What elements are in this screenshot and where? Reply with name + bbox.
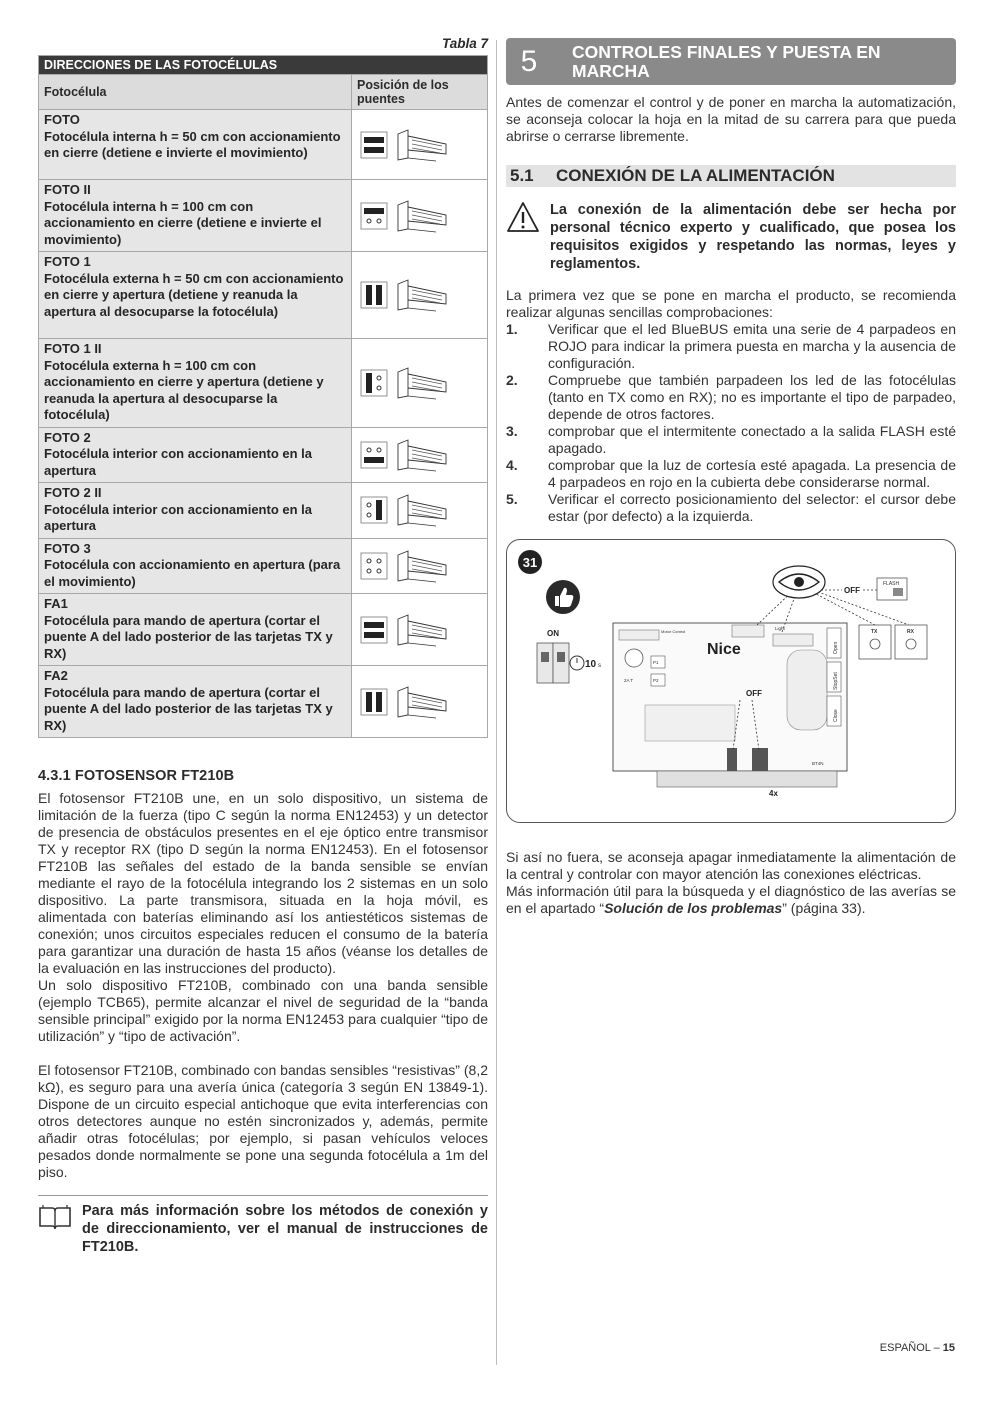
photocell-cell [39,180,352,252]
check-item [506,423,956,457]
jumper-position-cell [352,666,488,738]
photocell-description: Fotocélula interna h = 50 cm con accionamiento en cierre (detiene e invierte el movimiento) [44,128,341,160]
blink-count: 4x [769,789,778,798]
check-text: comprobar que la luz de cortesía esté apagada. La presencia de 4 parpadeos en rojo en la cubierta debe considerarse normal. [548,457,956,490]
book-icon [38,1204,72,1230]
circuit-breaker [537,643,569,683]
jumper-two-vertical-icon [360,281,388,309]
table-row [39,252,488,339]
figure-number: 31 [522,555,538,570]
table-row [39,339,488,428]
on-label: ON [547,629,559,638]
photocell-cell [39,427,352,483]
stopset-button-label: StopSet [833,672,839,690]
table-row [39,538,488,594]
table-row [39,594,488,666]
tx-label: TX [871,629,878,635]
table-title: DIRECCIONES DE LAS FOTOCÉLULAS [39,56,488,75]
photocell-name: FOTO 1 [44,254,91,269]
jumper-right-vertical-icon [360,496,388,524]
jumper-position-cell [352,339,488,428]
timer-unit: s [598,663,601,669]
jumper-bottom-horizontal-icon [360,441,388,469]
jumper-left-vertical-icon [360,369,388,397]
photocell-board-icon [396,128,450,162]
brand-logo: Nice [707,641,741,658]
table-caption: Tabla 7 [441,36,488,51]
off-label-flash: OFF [844,586,860,595]
photocell-cell [39,483,352,539]
selector-knob [625,649,643,667]
check-item [506,321,956,372]
check-item [506,457,956,491]
photocell-board-icon [396,199,450,233]
timer-icon [570,656,584,670]
troubleshooting-link[interactable]: Solución de los problemas [604,900,783,916]
photocell-description: Fotocélula para mando de apertura (cortar el puente A del lado posterior de las tarjetas TX y RX) [44,684,333,733]
check-item [506,372,956,423]
photocell-board-icon [396,549,450,583]
thumbs-up-icon [546,580,580,614]
subsection-title: CONEXIÓN DE LA ALIMENTACIÓN [556,166,835,185]
photocell-cell [39,666,352,738]
photocell-name: FOTO 2 II [44,485,102,500]
checks-list [506,321,956,525]
p1-label: P1 [653,660,659,665]
photocell-name: FOTO 2 [44,429,91,445]
jumper-position-cell [352,180,488,252]
check-number: 2. [506,372,518,388]
photocell-address-table [38,55,488,738]
footer-language: ESPAÑOL – [879,1342,940,1354]
after-paragraph-2 [506,883,956,917]
motor-control-label: Motor Control [661,629,686,634]
model-label: BT4N [812,761,824,766]
timer-value: 10 [585,659,597,670]
jumper-none-icon [360,552,388,580]
jumper-position-cell [352,483,488,539]
photocell-cell [39,339,352,428]
jumper-position-cell [352,538,488,594]
check-text: Verificar el correcto posicionamiento del selector: el cursor debe estar (por defecto) a la izquierda. [548,491,956,524]
control-unit-illustration [507,540,955,822]
photocell-name: FOTO 1 II [44,341,102,356]
jumper-two-vertical-icon [360,688,388,716]
photocell-name: FA2 [44,668,68,683]
section-number: 5 [520,44,538,78]
table-row [39,110,488,180]
p2-label: P2 [653,678,659,683]
check-text: Compruebe que también parpadeen los led de las fotocélulas (tanto en TX como en RX); no es importante el tipo de parpadeo, depende de otros factores. [548,372,956,422]
note-text: Para más información sobre los métodos de conexión y de direccionamiento, ver el manual de instrucciones de FT210B. [82,1203,488,1255]
eye-icon [773,566,825,598]
photocell-board-icon [396,613,450,647]
subsection-5-1-header [506,165,956,187]
figure-31 [506,539,956,823]
after-text-post: ” (página 33). [782,900,866,916]
table-row [39,483,488,539]
photocell-name: FA1 [44,596,68,611]
light-label: Light [775,626,785,631]
jumper-position-cell [352,594,488,666]
photocell-description: Fotocélula con accionamiento en apertura (para el movimiento) [44,557,341,589]
ft210b-heading: 4.3.1 FOTOSENSOR FT210B [38,768,235,784]
jumper-top-horizontal-icon [360,202,388,230]
check-number: 5. [506,491,518,507]
check-number: 4. [506,457,518,473]
photocell-name: FOTO [44,112,80,127]
checks-lead: La primera vez que se pone en marcha el producto, se recomienda realizar algunas sencillas comprobaciones: [506,287,956,320]
capacitor [787,650,827,730]
left-column [38,36,488,1256]
photocell-cell [39,252,352,339]
column-divider [496,40,497,1365]
jumper-two-horizontal-icon [360,616,388,644]
flash-label: FLASH [883,581,900,587]
photocell-description: Fotocélula interior con accionamiento en la apertura [44,501,312,533]
photocell-cell [39,110,352,180]
check-text: comprobar que el intermitente conectado a la salida FLASH esté apagado. [548,423,956,456]
table-row [39,427,488,483]
column-header-position: Posición de los puentes [352,75,488,110]
photocell-cell [39,538,352,594]
subsection-number: 5.1 [510,166,534,185]
photocell-description: Fotocélula externa h = 100 cm con accionamiento en cierre y apertura (detiene y reanuda la apertura al desocuparse la fotocélula) [44,357,324,422]
ft210b-paragraph-3: El fotosensor FT210B, combinado con bandas sensibles “resistivas” (8,2 kΩ), es seguro para una avería única (categoría 3 según EN 13849-1). Dispone de un circuito especial antichoque que evita interferencias con otros detectores aunque no estén sincronizados y, además, permite añadir otras fotocélulas; por ejemplo, si pasan vehículos veloces pesados donde normalmente se pone una segunda fotocélula a 1m del piso. [38,1062,488,1180]
photocell-description: Fotocélula para mando de apertura (cortar el puente A del lado posterior de las tarjetas TX y RX) [44,612,333,661]
off-label-board: OFF [746,689,762,698]
photocell-name: FOTO II [44,182,91,197]
section-title: CONTROLES FINALES Y PUESTA EN MARCHA [572,41,881,81]
photocell-board-icon [396,366,450,400]
photocell-cell [39,594,352,666]
check-number: 1. [506,321,518,337]
section-intro: Antes de comenzar el control y de poner en marcha la automatización, se aconseja colocar la hoja en la mitad de su carrera para que pueda abrirse o cerrarse libremente. [506,94,956,144]
jumper-position-cell [352,427,488,483]
photocell-board-icon [396,685,450,719]
page-number: 15 [942,1342,955,1354]
jumper-position-cell [352,110,488,180]
photocell-board-icon [396,438,450,472]
after-text-pre: Más información útil para la búsqueda y el diagnóstico de las averías se en el apartado “ [506,883,956,916]
warning-triangle-icon [506,201,540,233]
check-text: Verificar que el led BlueBUS emita una serie de 4 parpadeos en ROJO para indicar la primera puesta en marcha y la ausencia de configuración. [548,321,956,371]
check-number: 3. [506,423,518,439]
photocell-name: FOTO 3 [44,540,91,556]
fuse-label: 2A T [624,678,634,683]
table-row [39,666,488,738]
photocell-description: Fotocélula interior con accionamiento en la apertura [44,446,312,478]
photocell-description: Fotocélula interna h = 100 cm con accionamiento en cierre (detiene e invierte el movimiento) [44,198,322,247]
section-5-header [506,38,956,85]
ft210b-paragraph-2: Un solo dispositivo FT210B, combinado con una banda sensible (ejemplo TCB65), permite alcanzar el nivel de seguridad de la “banda sensible principal” exigido por la norma EN12453 para cualquier “tipo de utilización” y “tipo de activación”. [38,977,488,1044]
after-paragraph-1: Si así no fuera, se aconseja apagar inmediatamente la alimentación de la central y controlar con mayor atención las conexiones eléctricas. [506,849,956,882]
warning-text: La conexión de la alimentación debe ser hecha por personal técnico experto y cualificado, que posea los requisitos exigidos y respetando las normas, leyes y reglamentos. [550,202,956,272]
photocell-description: Fotocélula externa h = 50 cm con accionamiento en cierre y apertura (detiene y reanuda la apertura al desocuparse la fotocélula) [44,270,344,319]
rx-label: RX [907,629,914,635]
manual-note [38,1195,488,1256]
warning-block [506,201,956,273]
column-header-photocell: Fotocélula [39,75,352,110]
table-row [39,180,488,252]
page-footer [880,1342,955,1354]
photocell-board-icon [396,493,450,527]
jumper-position-cell [352,252,488,339]
open-button-label: Open [833,641,839,654]
check-item [506,491,956,525]
right-column [506,38,956,917]
jumper-two-horizontal-icon [360,131,388,159]
close-button-label: Close [833,709,839,722]
ft210b-paragraph-1: El fotosensor FT210B une, en un solo dispositivo, un sistema de limitación de la fuerza (tipo C según la norma EN12453) y un detector de presencia de obstáculos presentes en el eje óptico entre transmisor TX y receptor RX (tipo D según la norma EN12453). En el fotosensor FT210B las señales del estado de la banda sensible se envían mediante el rayo de la fotocélula integrando los 2 sistemas en un solo dispositivo. La parte transmisora, situada en la hoja móvil, es alimentada con baterías eliminando así los antiestéticos sistemas de conexión; unos circuitos especiales reducen el consumo de la batería para garantizar una duración de hasta 15 años (véanse los detalles de la evaluación en las instrucciones del producto). [38,790,488,976]
photocell-board-icon [396,278,450,312]
